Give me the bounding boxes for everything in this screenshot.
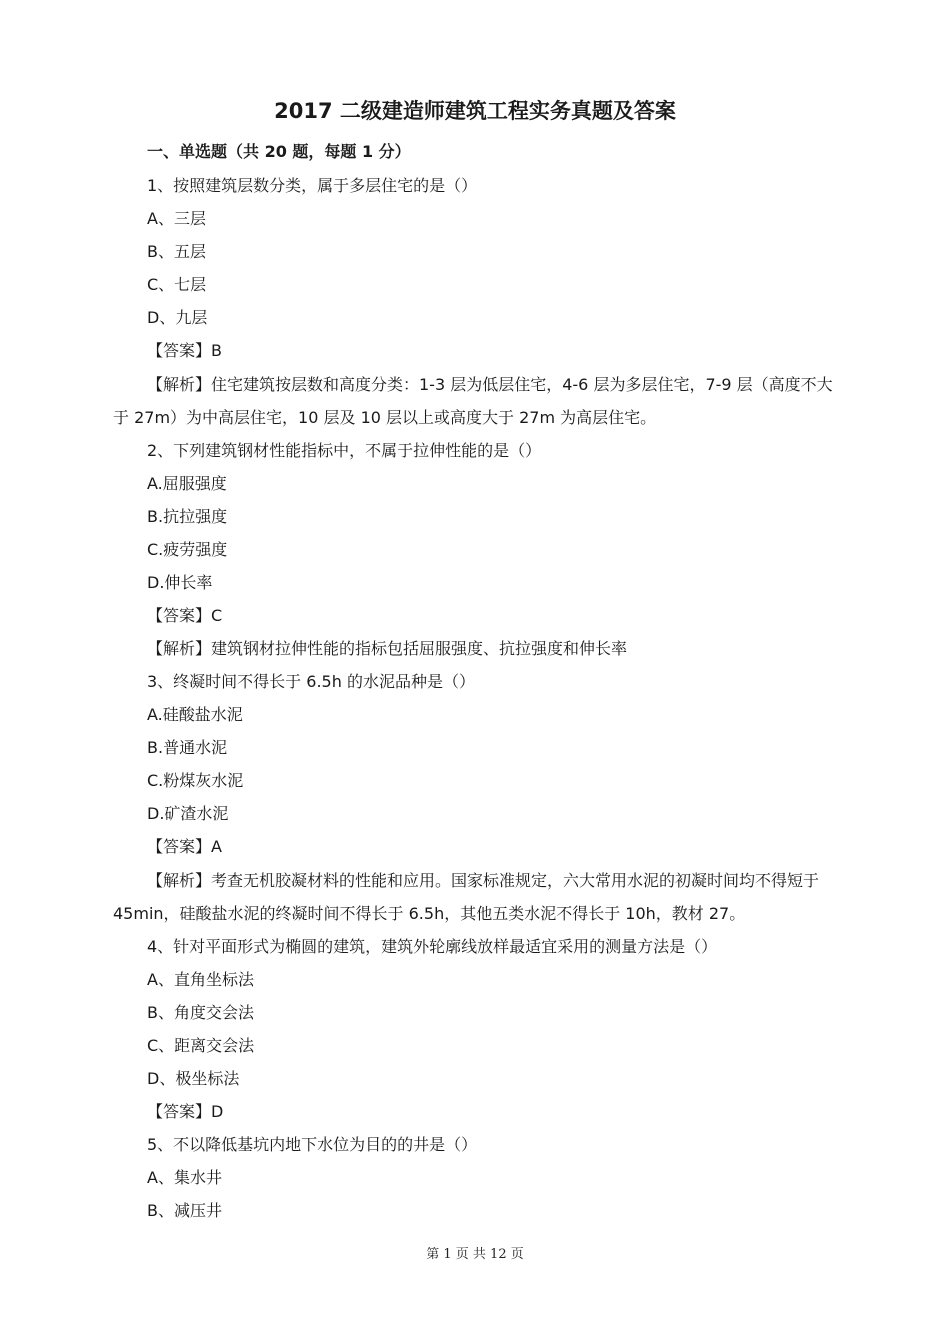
page-footer: 第 1 页 共 12 页 bbox=[426, 1247, 524, 1262]
question-1: 1、按照建筑层数分类，属于多层住宅的是（） bbox=[147, 176, 478, 195]
q4-answer: 【答案】D bbox=[147, 1102, 224, 1121]
q1-answer: 【答案】B bbox=[147, 341, 222, 360]
section-heading: 一、单选题（共 20 题，每题 1 分） bbox=[147, 142, 411, 161]
q3-option-a: A.硅酸盐水泥 bbox=[147, 705, 243, 724]
q4-option-d: D、极坐标法 bbox=[147, 1069, 240, 1088]
document-title: 2017 二级建造师建筑工程实务真题及答案 bbox=[274, 99, 676, 123]
question-3: 3、终凝时间不得长于 6.5h 的水泥品种是（） bbox=[147, 672, 475, 691]
q3-option-d: D.矿渣水泥 bbox=[147, 804, 229, 823]
q1-option-d: D、九层 bbox=[147, 308, 208, 327]
q1-analysis: 【解析】住宅建筑按层数和高度分类：1-3 层为低层住宅，4-6 层为多层住宅，7-9 层（高度不大于 27m）为中高层住宅，10 层及 10 层以上或高度大于 27m 为高层住宅。 bbox=[113, 375, 833, 427]
q4-option-a: A、直角坐标法 bbox=[147, 970, 254, 989]
q2-option-b: B.抗拉强度 bbox=[147, 507, 228, 526]
q2-option-c: C.疲劳强度 bbox=[147, 540, 228, 559]
q4-option-c: C、距离交会法 bbox=[147, 1036, 255, 1055]
q3-option-b: B.普通水泥 bbox=[147, 738, 228, 757]
q1-option-c: C、七层 bbox=[147, 275, 207, 294]
q2-option-d: D.伸长率 bbox=[147, 573, 213, 592]
q4-option-b: B、角度交会法 bbox=[147, 1003, 254, 1022]
q3-option-c: C.粉煤灰水泥 bbox=[147, 771, 244, 790]
q2-option-a: A.屈服强度 bbox=[147, 474, 227, 493]
question-5: 5、不以降低基坑内地下水位为目的的井是（） bbox=[147, 1135, 478, 1154]
q2-analysis: 【解析】建筑钢材拉伸性能的指标包括屈服强度、抗拉强度和伸长率 bbox=[147, 639, 628, 658]
q2-answer: 【答案】C bbox=[147, 606, 223, 625]
q5-option-b: B、减压井 bbox=[147, 1201, 222, 1220]
q3-answer: 【答案】A bbox=[147, 837, 222, 856]
question-2: 2、下列建筑钢材性能指标中，不属于拉伸性能的是（） bbox=[147, 441, 542, 460]
q1-option-b: B、五层 bbox=[147, 242, 206, 261]
q1-option-a: A、三层 bbox=[147, 209, 206, 228]
question-4: 4、针对平面形式为椭圆的建筑，建筑外轮廓线放样最适宜采用的测量方法是（） bbox=[147, 937, 718, 956]
q3-analysis: 【解析】考查无机胶凝材料的性能和应用。国家标准规定，六大常用水泥的初凝时间均不得短于 45min，硅酸盐水泥的终凝时间不得长于 6.5h，其他五类水泥不得长于 10h，教材 27。 bbox=[113, 871, 820, 923]
q5-option-a: A、集水井 bbox=[147, 1168, 222, 1187]
